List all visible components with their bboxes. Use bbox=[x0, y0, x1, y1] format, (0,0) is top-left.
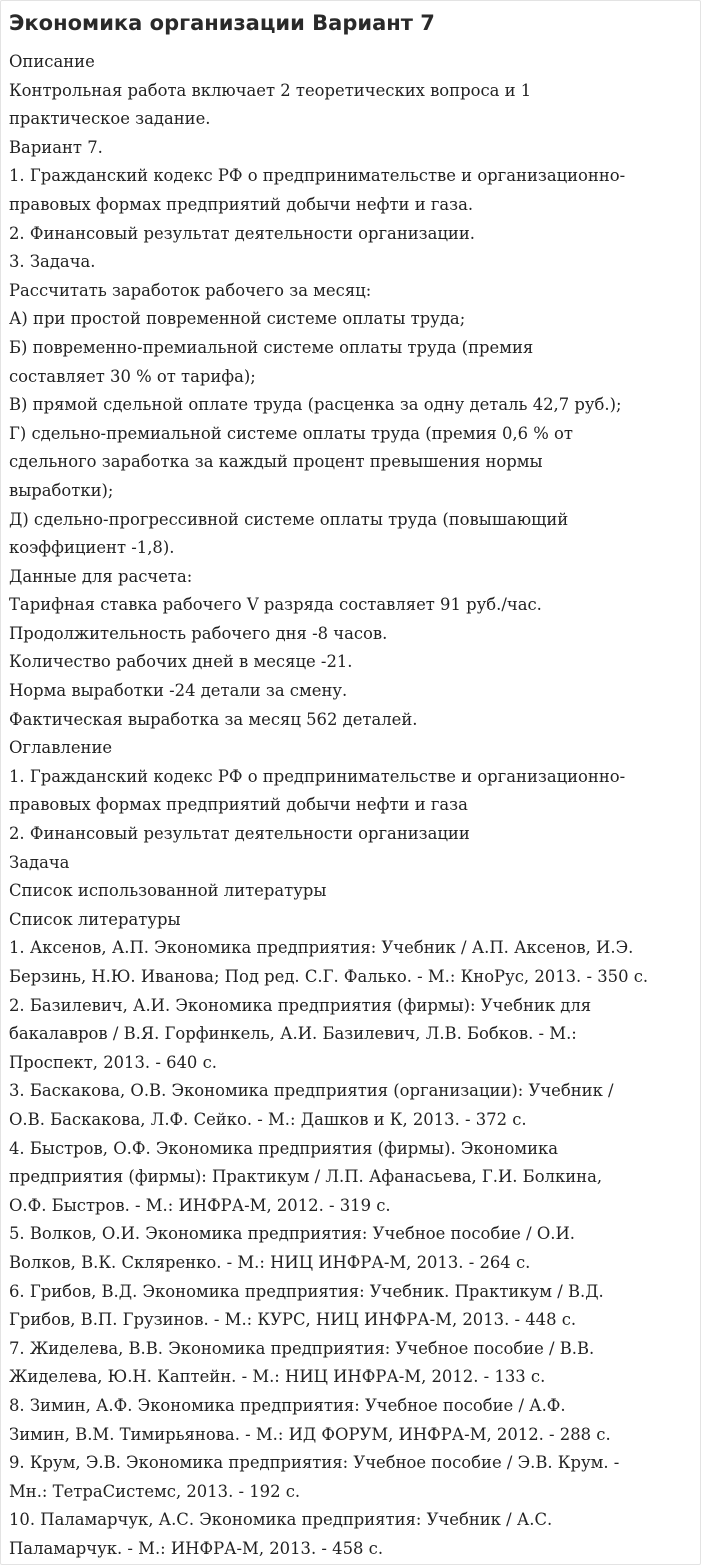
text-line: Жиделева, Ю.Н. Каптейн. - М.: НИЦ ИНФРА-М, 2012. - 133 с. bbox=[9, 1367, 546, 1387]
text-line: Норма выработки -24 детали за смену. bbox=[9, 681, 348, 701]
text-line: О.Ф. Быстров. - М.: ИНФРА-М, 2012. - 319 с. bbox=[9, 1195, 391, 1215]
text-line: Количество рабочих дней в месяце -21. bbox=[9, 652, 353, 672]
text-line: Г) сдельно-премиальной системе оплаты труда (премия 0,6 % от bbox=[9, 423, 573, 443]
text-line: Берзинь, Н.Ю. Иванова; Под ред. С.Г. Фалько. - М.: КноРус, 2013. - 350 с. bbox=[9, 967, 649, 986]
text-line: 7. Жиделева, В.В. Экономика предприятия: Учебное пособие / В.В. bbox=[9, 1338, 595, 1358]
text-line: Фактическая выработка за месяц 562 деталей. bbox=[9, 709, 418, 729]
text-line: Продолжительность рабочего дня -8 часов. bbox=[9, 623, 388, 643]
text-line: О.В. Баскакова, Л.Ф. Сейко. - М.: Дашков и К, 2013. - 372 с. bbox=[9, 1109, 527, 1129]
text-line: Проспект, 2013. - 640 с. bbox=[9, 1052, 217, 1072]
text-line: 1. Гражданский кодекс РФ о предпринимательстве и организационно- bbox=[9, 766, 626, 786]
text-line: 3. Задача. bbox=[9, 252, 96, 272]
page-title: Экономика организации Вариант 7 bbox=[9, 11, 435, 35]
text-line: Грибов, В.П. Грузинов. - М.: КУРС, НИЦ ИНФРА-М, 2013. - 448 с. bbox=[9, 1310, 577, 1330]
text-line: Вариант 7. bbox=[9, 137, 103, 157]
text-line: 3. Баскакова, О.В. Экономика предприятия (организации): Учебник / bbox=[9, 1081, 614, 1101]
text-line: бакалавров / В.Я. Горфинкель, А.И. Базилевич, Л.В. Бобков. - М.: bbox=[9, 1024, 577, 1044]
text-line: 4. Быстров, О.Ф. Экономика предприятия (фирмы). Экономика bbox=[9, 1138, 559, 1158]
text-line: предприятия (фирмы): Практикум / Л.П. Афанасьева, Г.И. Болкина, bbox=[9, 1167, 603, 1187]
text-line: Контрольная работа включает 2 теоретических вопроса и 1 bbox=[9, 80, 532, 100]
text-line: Задача bbox=[9, 852, 70, 872]
text-line: правовых формах предприятий добычи нефти и газа. bbox=[9, 194, 474, 214]
text-line: 10. Паламарчук, А.С. Экономика предприятия: Учебник / А.С. bbox=[9, 1510, 553, 1530]
text-line: 6. Грибов, В.Д. Экономика предприятия: Учебник. Практикум / В.Д. bbox=[9, 1281, 604, 1301]
text-line: правовых формах предприятий добычи нефти и газа bbox=[9, 795, 468, 815]
text-line: Описание bbox=[9, 52, 95, 71]
text-line: Оглавление bbox=[9, 738, 113, 758]
text-line: 8. Зимин, А.Ф. Экономика предприятия: Учебное пособие / А.Ф. bbox=[9, 1395, 566, 1415]
document-body bbox=[9, 48, 697, 1563]
text-line: Б) повременно-премиальной системе оплаты труда (премия bbox=[9, 337, 534, 357]
text-line: Паламарчук. - М.: ИНФРА-М, 2013. - 458 с. bbox=[9, 1538, 384, 1558]
text-line: Мн.: ТетраСистемс, 2013. - 192 с. bbox=[9, 1481, 301, 1501]
text-line: Волков, В.К. Скляренко. - М.: НИЦ ИНФРА-М, 2013. - 264 с. bbox=[9, 1252, 531, 1272]
text-line: Данные для расчета: bbox=[9, 566, 193, 586]
text-line: Д) сдельно-прогрессивной системе оплаты труда (повышающий bbox=[9, 509, 569, 529]
text-line: Зимин, В.М. Тимирьянова. - М.: ИД ФОРУМ, ИНФРА-М, 2012. - 288 с. bbox=[9, 1424, 611, 1444]
text-line: А) при простой повременной системе оплаты труда; bbox=[9, 309, 466, 329]
text-line: 9. Крум, Э.В. Экономика предприятия: Учебное пособие / Э.В. Крум. - bbox=[9, 1453, 620, 1473]
text-line: 2. Финансовый результат деятельности организации. bbox=[9, 223, 475, 243]
text-line: Тарифная ставка рабочего V разряда составляет 91 руб./час. bbox=[9, 595, 542, 615]
text-line: Список литературы bbox=[9, 909, 181, 929]
text-line: 1. Гражданский кодекс РФ о предпринимательстве и организационно- bbox=[9, 166, 626, 186]
text-line: сдельного заработка за каждый процент превышения нормы bbox=[9, 452, 543, 472]
text-line: 2. Финансовый результат деятельности организации bbox=[9, 824, 470, 844]
text-line: 2. Базилевич, А.И. Экономика предприятия (фирмы): Учебник для bbox=[9, 995, 592, 1015]
text-line: В) прямой сдельной оплате труда (расценка за одну деталь 42,7 руб.); bbox=[9, 395, 622, 415]
text-line: 1. Аксенов, А.П. Экономика предприятия: Учебник / А.П. Аксенов, И.Э. bbox=[9, 938, 634, 958]
text-line: практическое задание. bbox=[9, 109, 211, 129]
text-line: выработки); bbox=[9, 480, 114, 500]
text-line: Рассчитать заработок рабочего за месяц: bbox=[9, 280, 372, 300]
text-line: составляет 30 % от тарифа); bbox=[9, 366, 256, 386]
text-line: 5. Волков, О.И. Экономика предприятия: Учебное пособие / О.И. bbox=[9, 1224, 575, 1244]
text-line: Список использованной литературы bbox=[9, 881, 327, 901]
text-line: коэффициент -1,8). bbox=[9, 538, 175, 558]
